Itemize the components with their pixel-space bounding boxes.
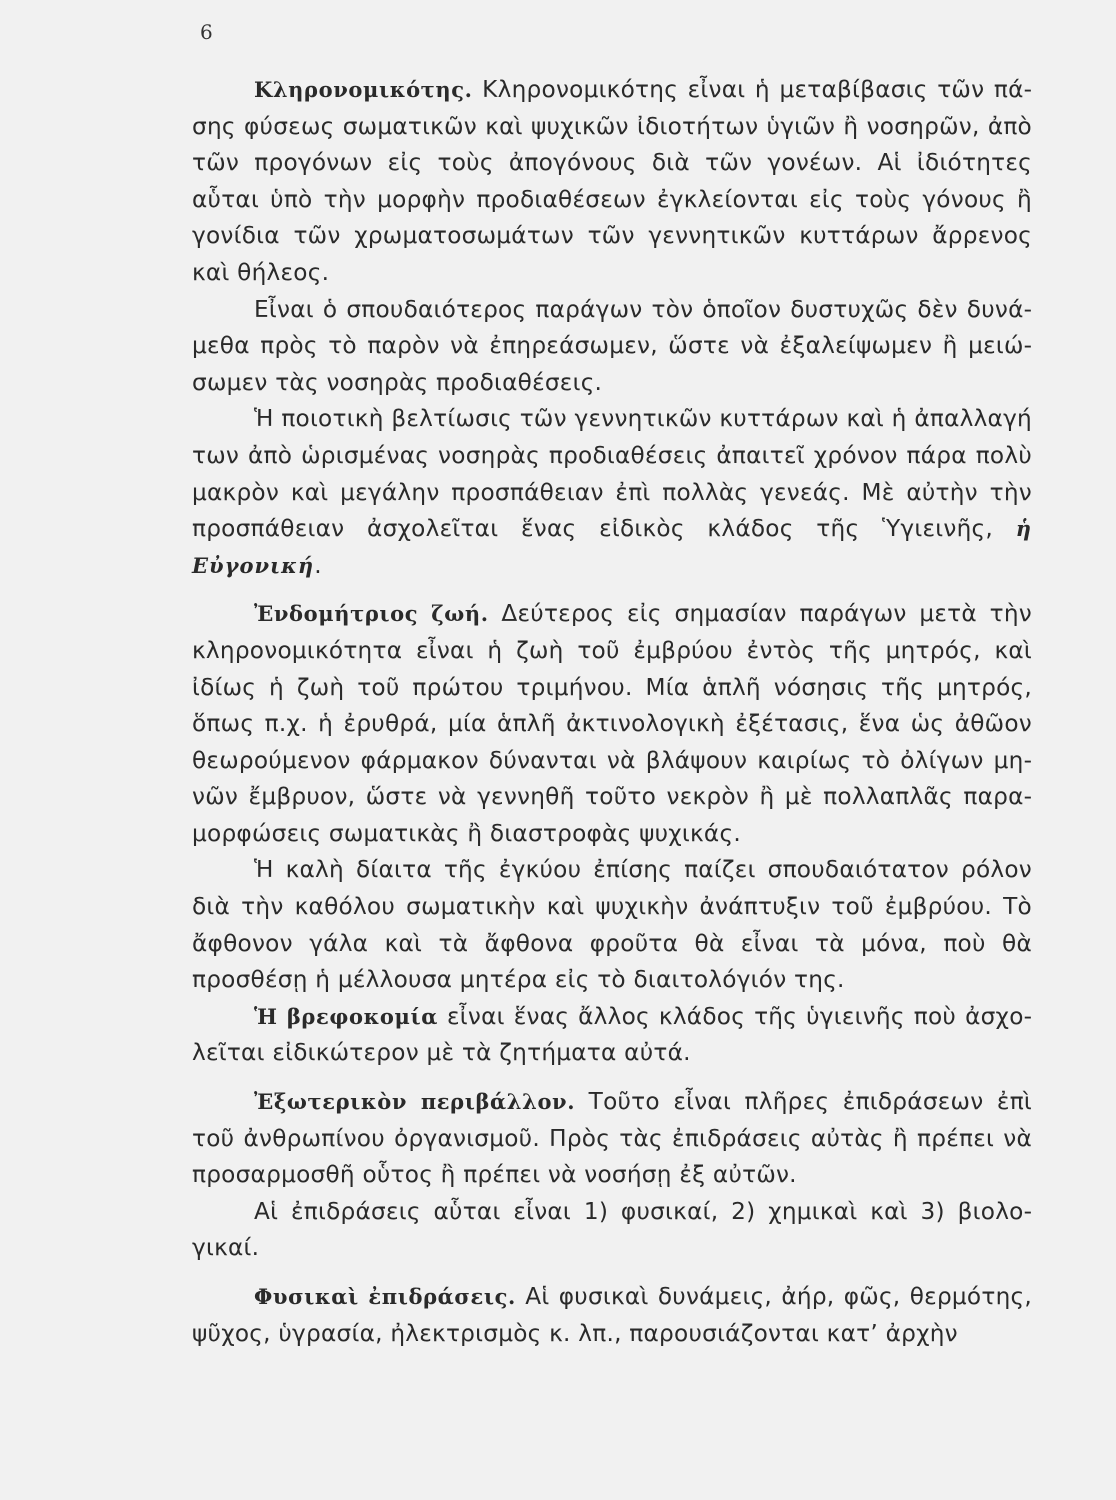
paragraph [192,292,1032,402]
section-heading-physical-effects: Φυσικαὶ ἐπιδράσεις. [254,1284,516,1309]
section-heading-intrauterine-life: Ἐνδομήτριος ζωή. [254,601,489,627]
paragraph-text: Αἱ φυσικαὶ δυνάμεις, ἀήρ, φῶς, θερμότης, ψῦχος, ὑγρασία, ἠλεκτρισμὸς κ. λπ., παρουσιάζονται κατ’ ἀρχὴν [192,1283,1032,1347]
paragraph-text: Αἱ ἐπιδράσεις αὗται εἶναι 1) φυσικαί, 2) χημικαὶ καὶ 3) βιολογικαί. [192,1197,1032,1262]
paragraph-text: εἶναι ἕνας ἄλλος κλάδος τῆς ὑγιεινῆς ποὺ ἀσχολεῖται εἰδικώτερον μὲ τὰ ζητήματα αὐτά. [192,1002,1033,1067]
section-heading-infant-care: Ἡ βρεφοκομία [254,1003,439,1029]
document-body [192,72,1032,1352]
paragraph-text: Κληρονομικότης εἶναι ἡ μεταβίβασις τῶν πάσης φύσεως σωματικῶν καὶ ψυχικῶν ἰδιοτήτων ὑγιῶν ἢ νοσηρῶν, ἀπὸ τῶν προγόνων εἰς τοὺς ἀπογόνους διὰ τῶν γονέων. Αἱ ἰδιότητες αὗται ὑπὸ τὴν μορφὴν προδιαθέσεων ἐγκλείονται εἰς τοὺς γόνους ἢ γονίδια τῶν χρωματοσωμάτων τῶν γεννητικῶν κυττάρων ἄρρενος καὶ θήλεος. [192,76,1032,286]
section-heading-external-environment: Ἐξωτερικὸν περιβάλλον. [254,1089,576,1115]
emphasized-term-eugenics: ἡ Εὐγονική [192,516,1032,578]
paragraph-text: Ἡ καλὴ δίαιτα τῆς ἐγκύου ἐπίσης παίζει σπουδαιότατον ρόλον διὰ τὴν καθόλου σωματικὴν καὶ ψυχικὴν ἀνάπτυξιν τοῦ ἐμβρύου. Τὸ ἄφθονον γάλα καὶ τὰ ἄφθονα φροῦτα θὰ εἶναι τὰ μόνα, ποὺ θὰ προσθέσῃ ἡ μέλλουσα μητέρα εἰς τὸ διαιτολόγιόν της. [192,856,1032,994]
paragraph-text: Εἶναι ὁ σπουδαιότερος παράγων τὸν ὁποῖον δυστυχῶς δὲν δυνάμεθα πρὸς τὸ παρὸν νὰ ἐπηρεάσωμεν, ὥστε νὰ ἐξαλείψωμεν ἢ μειώσωμεν τὰς νοσηρὰς προδιαθέσεις. [192,295,1032,396]
paragraph [192,852,1032,998]
paragraph-text: Δεύτερος εἰς σημασίαν παράγων μετὰ τὴν κληρονομικότητα εἶναι ἡ ζωὴ τοῦ ἐμβρύου ἐντὸς τῆς μητρός, καὶ ἰδίως ἡ ζωὴ τοῦ πρώτου τριμήνου. Μία ἁπλῆ νόσησις τῆς μητρός, ὅπως π.χ. ἡ ἐρυθρά, μία ἁπλῆ ἀκτινολογικὴ ἐξέτασις, ἕνα ὡς ἀθῶον θεωρούμενον φάρμακον δύνανται νὰ βλάψουν καιρίως τὸ ὀλίγων μηνῶν ἔμβρυον, ὥστε νὰ γεννηθῆ τοῦτο νεκρὸν ἢ μὲ πολλαπλᾶς παραμορφώσεις σωματικὰς ἢ διαστροφὰς ψυχικάς. [192,600,1032,847]
paragraph-physical-effects [192,1279,1032,1352]
paragraph-text: Ἡ ποιοτικὴ βελτίωσις τῶν γεννητικῶν κυττάρων καὶ ἡ ἀπαλλαγή των ἀπὸ ὡρισμένας νοσηρὰς προδιαθέσεις ἀπαιτεῖ χρόνον πάρα πολὺ μακρὸν καὶ μεγάλην προσπάθειαν ἐπὶ πολλὰς γενεάς. Μὲ αὐτὴν τὴν προσπάθειαν ἀσχολεῖται ἕνας εἰδικὸς κλάδος τῆς Ὑγιεινῆς, [192,405,1032,543]
paragraph-intrauterine-life [192,596,1032,852]
paragraph-infant-care [192,999,1032,1072]
paragraph-external-environment [192,1084,1032,1194]
paragraph-text: Τοῦτο εἶναι πλῆρες ἐπιδράσεων ἐπὶ τοῦ ἀνθρωπίνου ὀργανισμοῦ. Πρὸς τὰς ἐπιδράσεις αὐτὰς ἢ πρέπει νὰ προσαρμοσθῆ οὗτος ἢ πρέπει νὰ νοσήσῃ ἐξ αὐτῶν. [192,1088,1033,1189]
section-heading-heredity: Κληρονομικότης. [254,77,473,102]
paragraph [192,1194,1032,1267]
paragraph [192,401,1032,584]
page-number: 6 [200,20,213,44]
paragraph-heredity [192,72,1032,292]
paragraph-tail: . [314,551,322,579]
